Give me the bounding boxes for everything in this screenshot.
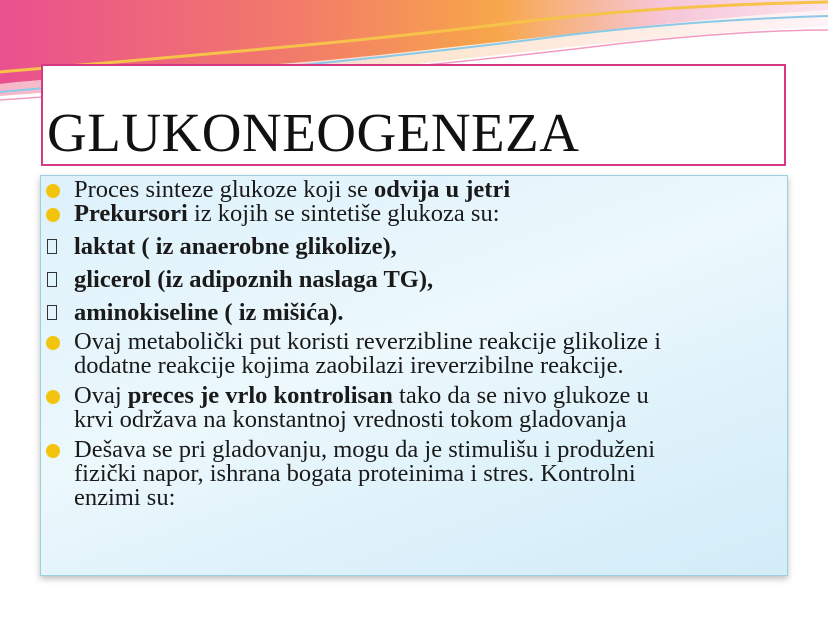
content-box — [40, 175, 788, 576]
list-item: Ovaj metabolički put koristi reverzibline reakcije glikolize i dodatne reakcije kojima zaobilazi ireverzibilne reakcije. — [41, 330, 789, 378]
yellow-dot-bullet-icon — [46, 184, 60, 198]
bullet-list — [41, 178, 789, 510]
list-item: aminokiseline ( iz mišića). — [41, 301, 789, 325]
title-box — [41, 64, 786, 166]
yellow-dot-bullet-icon — [46, 390, 60, 404]
yellow-dot-bullet-icon — [46, 208, 60, 222]
yellow-dot-bullet-icon — [46, 444, 60, 458]
square-outline-bullet-icon — [47, 272, 57, 287]
list-item: Dešava se pri gladovanju, mogu da je stimulišu i produženi fizički napor, ishrana bogata proteinima i stres. Kontrolni enzimi su: — [41, 438, 789, 510]
slide-title: GLUKONEOGENEZA — [47, 102, 580, 163]
list-item: laktat ( iz anaerobne glikolize), — [41, 235, 789, 259]
yellow-dot-bullet-icon — [46, 336, 60, 350]
list-item: glicerol (iz adipoznih naslaga TG), — [41, 268, 789, 292]
square-outline-bullet-icon — [47, 305, 57, 320]
square-outline-bullet-icon — [47, 239, 57, 254]
list-item: Prekursori iz kojih se sintetiše glukoza su: — [41, 202, 789, 226]
list-item: Ovaj preces je vrlo kontrolisan tako da se nivo glukoze u krvi održava na konstantnoj vrednosti tokom gladovanja — [41, 384, 789, 432]
list-item: Proces sinteze glukoze koji se odvija u jetri — [41, 178, 789, 202]
